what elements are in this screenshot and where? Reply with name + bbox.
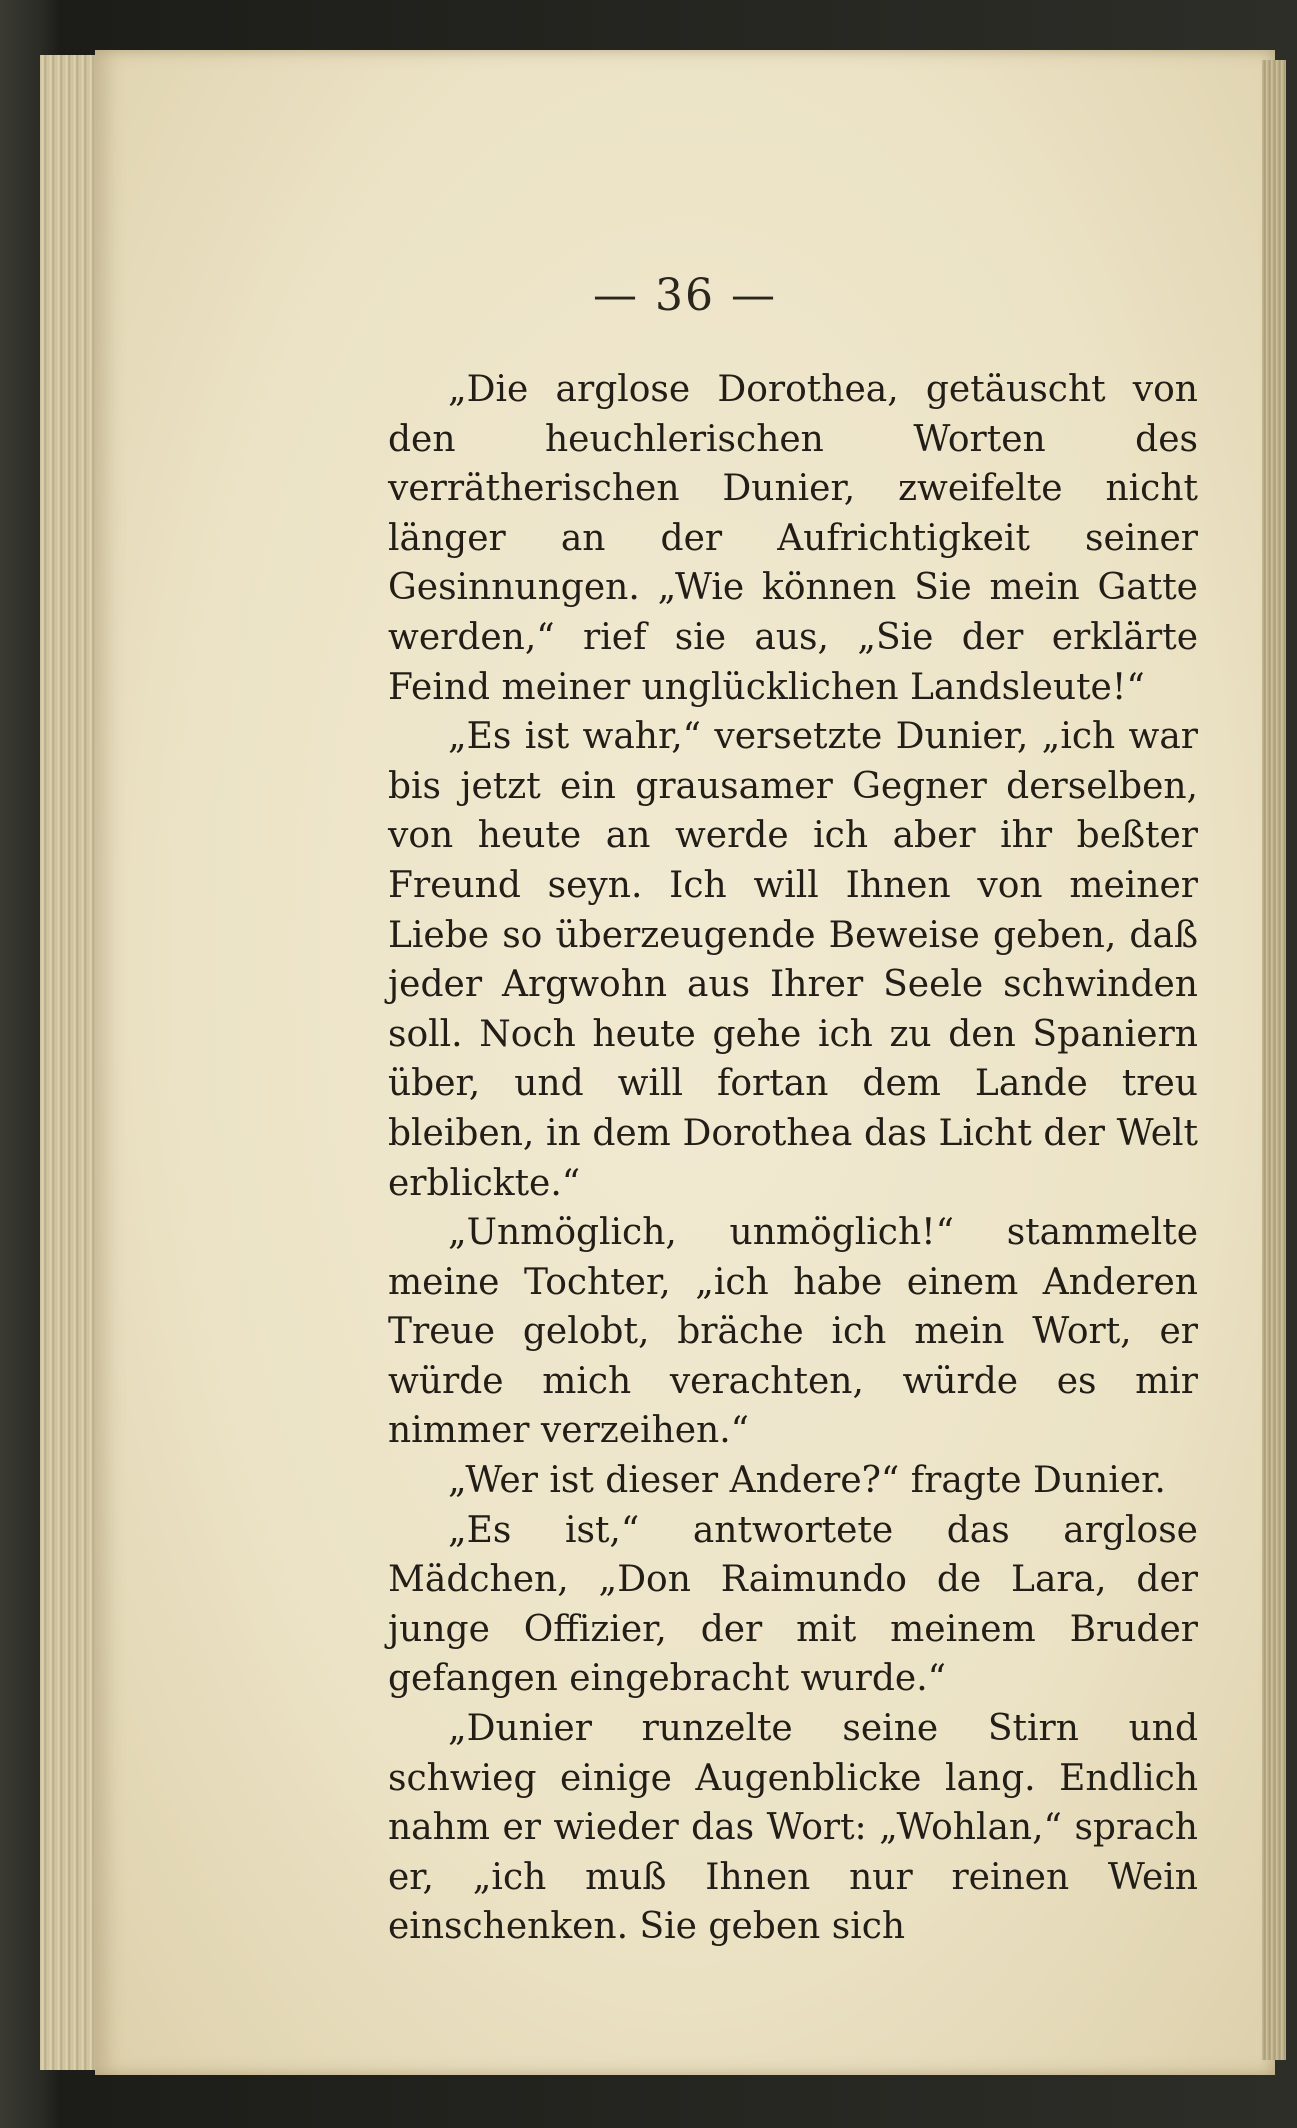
paragraph: „Die arglose Dorothea, getäuscht von den heuchlerischen Worten des verrätherischen Dunier, zweifelte nicht länger an der Aufrichtigkeit seiner Gesinnungen. „Wie können Sie mein Gatte werden,“ rief sie aus, „Sie der erklärte Feind meiner unglücklichen Landsleute!“ xyxy=(388,369,1198,708)
body-text xyxy=(388,365,1198,1952)
paragraph: „Es ist,“ antwortete das arglose Mädchen, „Don Raimundo de Lara, der junge Offizier, der mit meinem Bruder gefangen eingebracht wurde.“ xyxy=(388,1509,1198,1700)
page-number: — 36 — xyxy=(593,270,777,321)
page-edge-right xyxy=(1262,60,1286,2060)
paragraph: „Es ist wahr,“ versetzte Dunier, „ich war bis jetzt ein grausamer Gegner derselben, von heute an werde ich aber ihr beßter Freund seyn. Ich will Ihnen von meiner Liebe so überzeugende Beweise geben, daß jeder Argwohn aus Ihrer Seele schwinden soll. Noch heute gehe ich zu den Spaniern über, und will fortan dem Lande treu bleiben, in dem Dorothea das Licht der Welt erblickte.“ xyxy=(388,716,1198,1204)
paragraph: „Unmöglich, unmöglich!“ stammelte meine Tochter, „ich habe einem Anderen Treue gelobt, bräche ich mein Wort, er würde mich verachten, würde es mir nimmer verzeihen.“ xyxy=(388,1212,1198,1452)
page-stack-left xyxy=(40,55,100,2070)
paragraph: „Dunier runzelte seine Stirn und schwieg einige Augenblicke lang. Endlich nahm er wieder das Wort: „Wohlan,“ sprach er, „ich muß Ihnen nur reinen Wein einschenken. Sie geben sich xyxy=(388,1708,1198,1948)
paragraph: „Wer ist dieser Andere?“ fragte Dunier. xyxy=(448,1460,1166,1502)
